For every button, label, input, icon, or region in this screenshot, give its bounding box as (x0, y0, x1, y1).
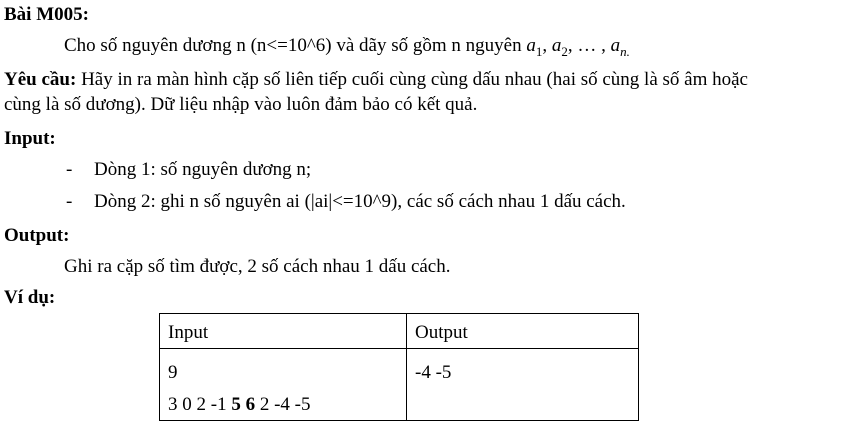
example-header-output (407, 314, 639, 349)
seq-a1: a (526, 35, 536, 56)
example-table-header-row (160, 314, 639, 349)
seq-sep2: , … , (567, 35, 611, 56)
seq-an: a (610, 35, 621, 56)
example-input-bold-2: 6 (245, 394, 256, 415)
intro-text: Cho số nguyên dương n (n<=10^6) và dãy số gồm n nguyên (64, 35, 527, 56)
requirement-label: Yêu cầu: (4, 69, 77, 90)
requirement-line-2: cùng là số dương). Dữ liệu nhập vào luôn đảm bảo có kết quả. (4, 94, 478, 115)
example-input-bold-1: 5 (231, 394, 241, 415)
input-item-2: Dòng 2: ghi n số nguyên ai (|ai|<=10^9), các số cách nhau 1 dấu cách. (94, 191, 626, 212)
requirement-text-1: Hãy in ra màn hình cặp số liên tiếp cuối cùng cùng dấu nhau (hai số cùng là số âm hoặc (76, 69, 748, 90)
example-heading: Ví dụ: (4, 287, 56, 308)
example-input-line-1: 9 (168, 362, 178, 383)
input-bullet-2: - (66, 191, 73, 212)
intro-paragraph (64, 35, 630, 63)
seq-sub1: 1 (535, 43, 543, 59)
example-header-input-label: Input (168, 322, 209, 343)
example-table-row (160, 349, 639, 421)
input-item-1: Dòng 1: số nguyên dương n; (94, 159, 312, 180)
input-bullet-1: - (66, 159, 73, 180)
output-text: Ghi ra cặp số tìm được, 2 số cách nhau 1 dấu cách. (64, 256, 451, 277)
input-heading: Input: (4, 128, 56, 149)
example-output-value: -4 -5 (415, 362, 452, 383)
example-table (159, 313, 639, 421)
seq-sep1: , (542, 35, 552, 56)
example-header-input (160, 314, 407, 349)
example-input-line-2 (168, 394, 310, 416)
example-output-cell (407, 349, 639, 421)
problem-title: Bài M005: (4, 4, 89, 25)
example-input-line-2-pre: 3 0 2 -1 (168, 394, 232, 415)
example-input-cell (160, 349, 407, 421)
seq-sub2: 2 (561, 43, 568, 59)
example-input-line-2-post: 2 -4 -5 (255, 394, 311, 415)
seq-a2: a (551, 35, 562, 56)
requirement-line-1 (4, 69, 748, 91)
output-heading: Output: (4, 225, 70, 246)
seq-subn: n. (620, 43, 630, 59)
example-header-output-label: Output (415, 322, 468, 343)
